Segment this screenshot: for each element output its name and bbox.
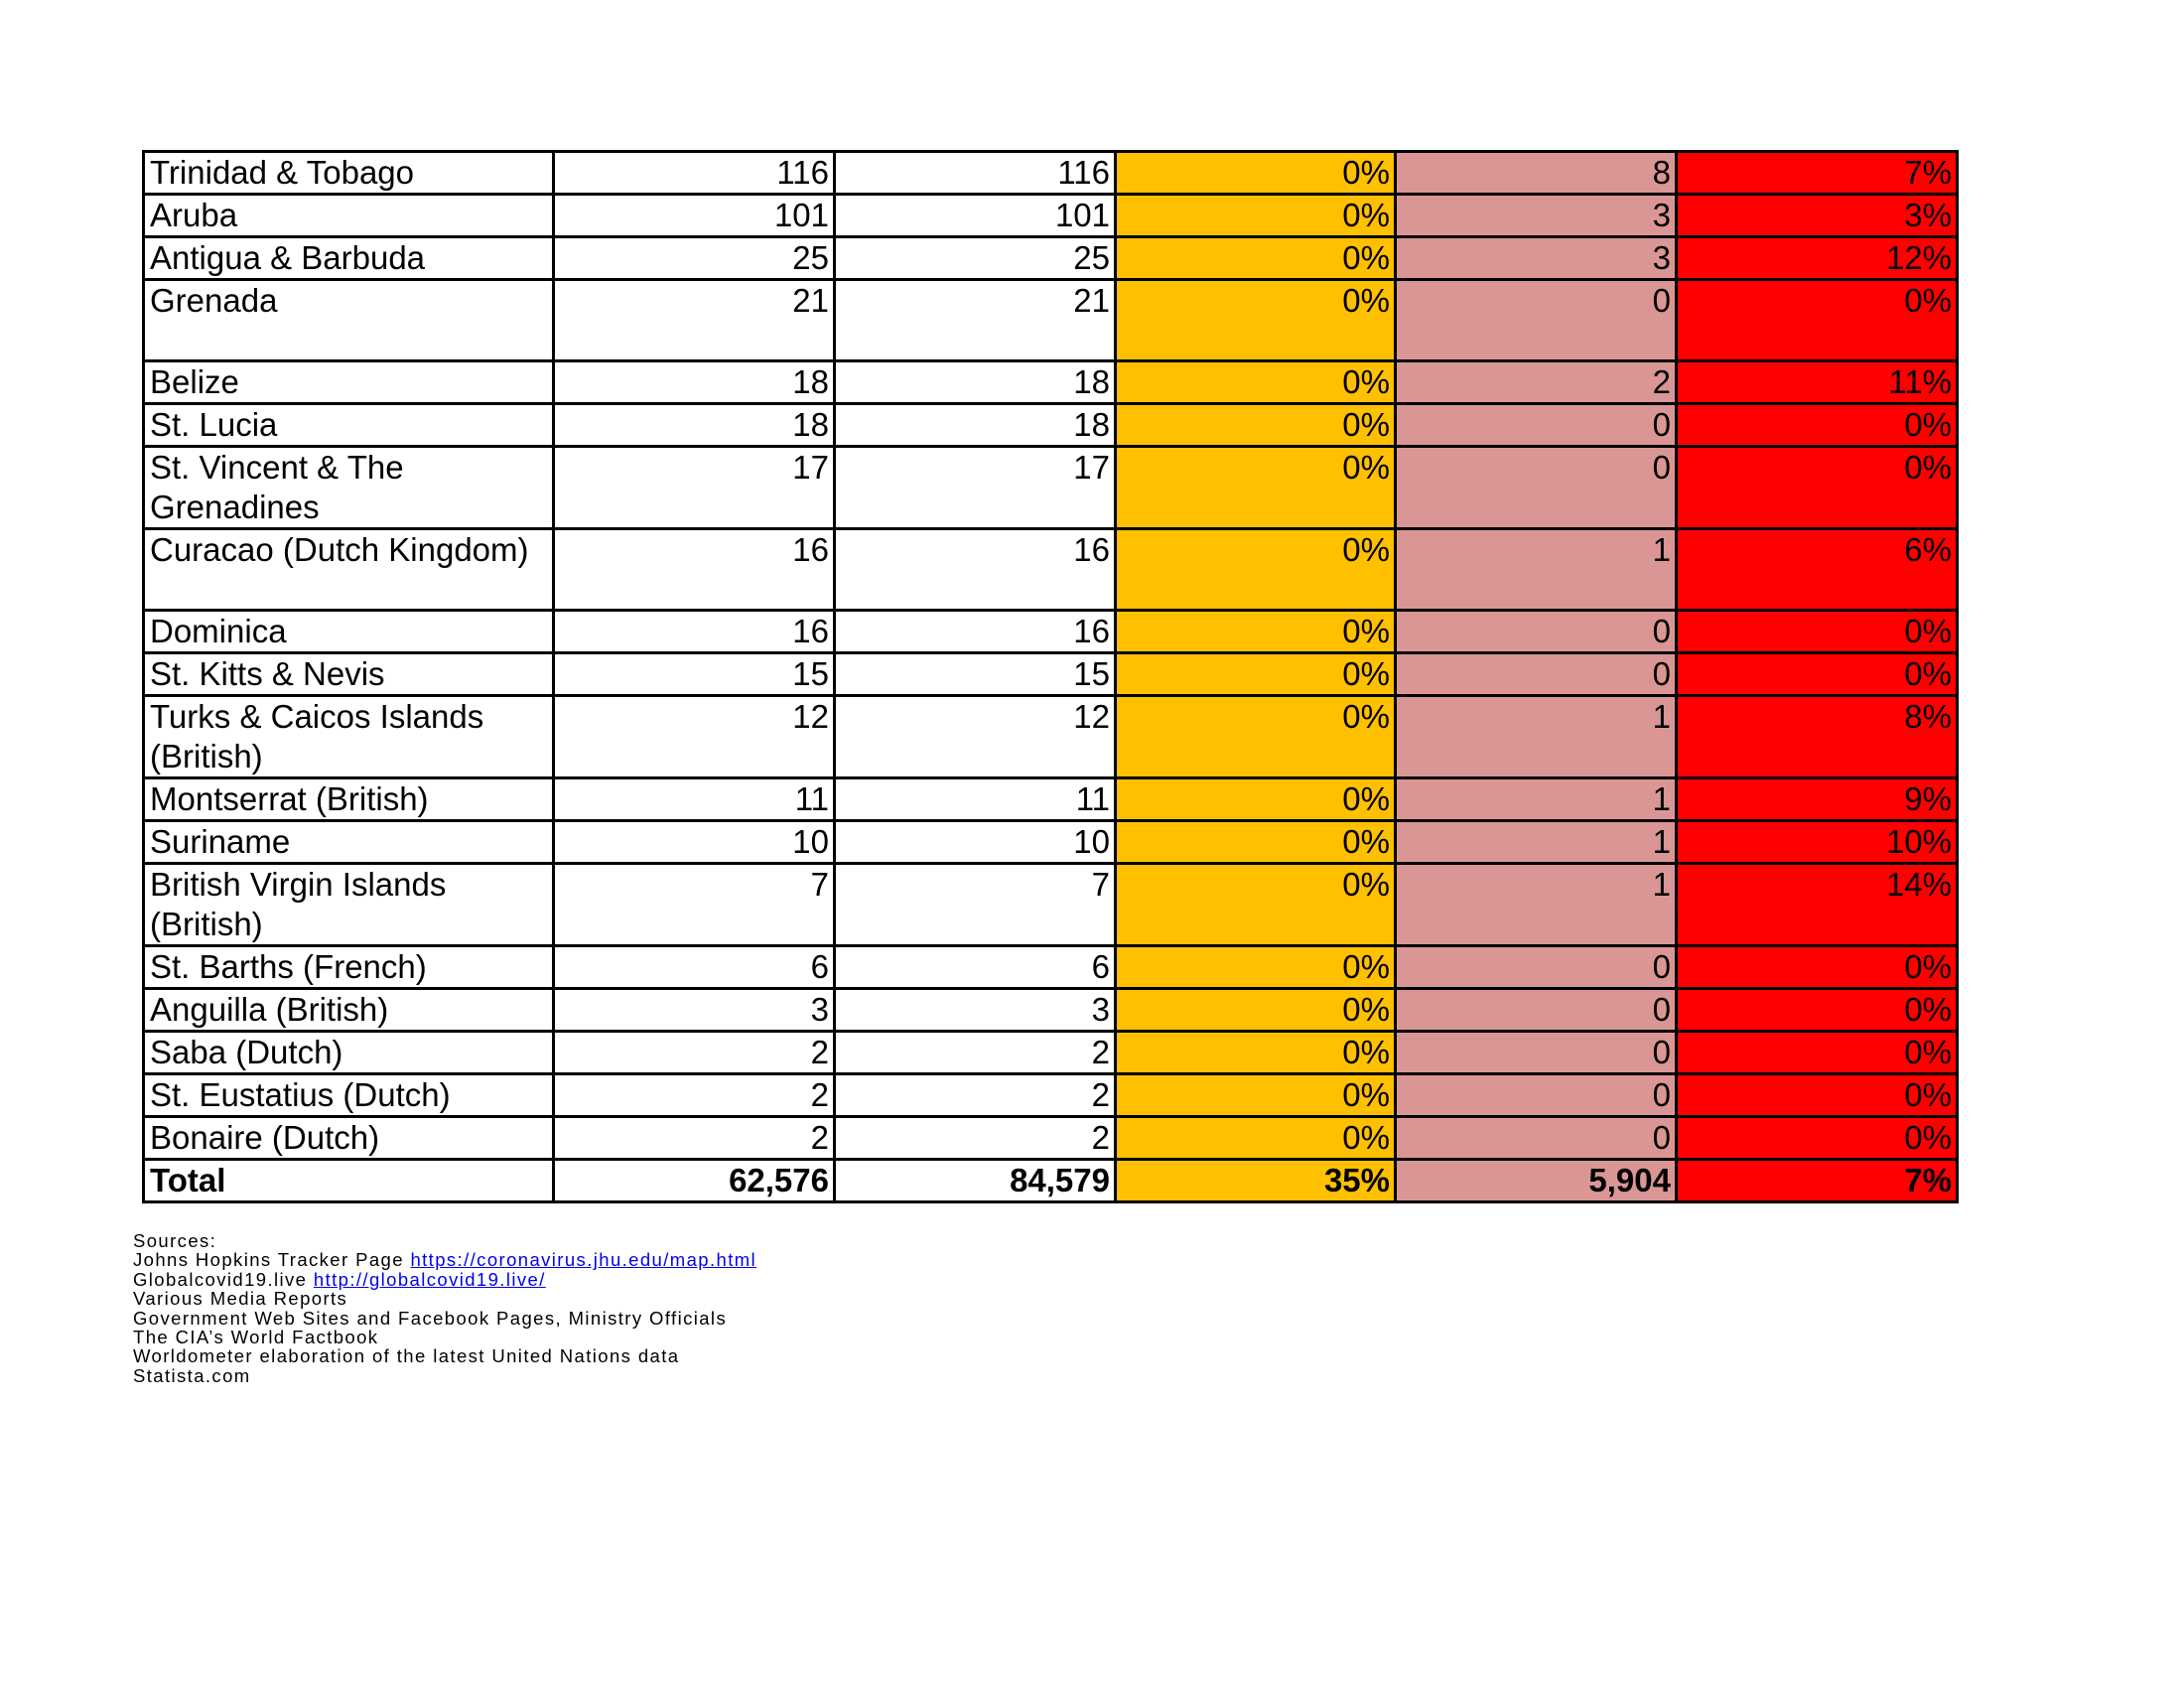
table-row <box>144 989 1958 1032</box>
value-col1-cell: 101 <box>554 195 835 237</box>
percent-col3-cell: 0% <box>1116 778 1396 821</box>
country-cell: Turks & Caicos Islands (British) <box>144 696 554 778</box>
value-col4-cell: 2 <box>1396 361 1677 404</box>
value-col2-cell: 2 <box>835 1117 1116 1160</box>
value-col2-cell: 3 <box>835 989 1116 1032</box>
source-media: Various Media Reports <box>133 1288 348 1310</box>
value-col2-cell: 15 <box>835 653 1116 696</box>
percent-col3-cell: 0% <box>1116 696 1396 778</box>
value-col1-cell: 17 <box>554 447 835 529</box>
country-cell: Antigua & Barbuda <box>144 237 554 280</box>
percent-col5-cell: 0% <box>1677 447 1958 529</box>
value-col1-cell: 18 <box>554 404 835 447</box>
value-col4-cell: 0 <box>1396 1032 1677 1074</box>
percent-col5-cell: 9% <box>1677 778 1958 821</box>
value-col1-cell: 6 <box>554 946 835 989</box>
value-col4-cell: 0 <box>1396 1117 1677 1160</box>
cases-table <box>142 150 1959 1203</box>
value-col2-cell: 18 <box>835 404 1116 447</box>
value-col4-cell: 0 <box>1396 989 1677 1032</box>
value-col2-cell: 11 <box>835 778 1116 821</box>
value-col4-cell: 3 <box>1396 195 1677 237</box>
table-row <box>144 1074 1958 1117</box>
percent-col3-cell: 0% <box>1116 989 1396 1032</box>
source-globalcovid-link[interactable]: http://globalcovid19.live/ <box>313 1268 546 1290</box>
percent-col5-cell: 12% <box>1677 237 1958 280</box>
value-col1-cell: 11 <box>554 778 835 821</box>
value-col2-cell: 17 <box>835 447 1116 529</box>
value-col4-cell: 1 <box>1396 778 1677 821</box>
country-cell: Curacao (Dutch Kingdom) <box>144 529 554 611</box>
percent-col3-cell: 0% <box>1116 152 1396 195</box>
value-col2-cell: 12 <box>835 696 1116 778</box>
percent-col5-cell: 7% <box>1677 152 1958 195</box>
country-cell: Anguilla (British) <box>144 989 554 1032</box>
value-col4-cell: 1 <box>1396 864 1677 946</box>
value-col1-cell: 2 <box>554 1074 835 1117</box>
percent-col5-cell: 0% <box>1677 1117 1958 1160</box>
value-col1-cell: 3 <box>554 989 835 1032</box>
table-row <box>144 653 1958 696</box>
table-row <box>144 152 1958 195</box>
country-cell: Bonaire (Dutch) <box>144 1117 554 1160</box>
percent-col3-cell: 0% <box>1116 1032 1396 1074</box>
country-cell: Aruba <box>144 195 554 237</box>
value-col4-cell: 0 <box>1396 611 1677 653</box>
table-row <box>144 447 1958 529</box>
percent-col3-cell: 0% <box>1116 195 1396 237</box>
value-col1-cell: 2 <box>554 1117 835 1160</box>
value-col2-cell: 10 <box>835 821 1116 864</box>
percent-col5-cell: 10% <box>1677 821 1958 864</box>
country-cell: St. Vincent & The Grenadines <box>144 447 554 529</box>
value-col1-cell: 16 <box>554 611 835 653</box>
percent-col3-cell: 35% <box>1116 1160 1396 1202</box>
country-cell: Saba (Dutch) <box>144 1032 554 1074</box>
country-cell: Montserrat (British) <box>144 778 554 821</box>
country-cell: Dominica <box>144 611 554 653</box>
percent-col5-cell: 0% <box>1677 1074 1958 1117</box>
table-row <box>144 529 1958 611</box>
table-row <box>144 696 1958 778</box>
value-col2-cell: 6 <box>835 946 1116 989</box>
percent-col3-cell: 0% <box>1116 361 1396 404</box>
table-row <box>144 611 1958 653</box>
value-col1-cell: 7 <box>554 864 835 946</box>
value-col2-cell: 116 <box>835 152 1116 195</box>
sources-heading: Sources: <box>133 1230 217 1251</box>
value-col4-cell: 3 <box>1396 237 1677 280</box>
country-cell: Trinidad & Tobago <box>144 152 554 195</box>
table-row <box>144 778 1958 821</box>
source-jhu-text: Johns Hopkins Tracker Page <box>133 1249 411 1271</box>
value-col2-cell: 21 <box>835 280 1116 361</box>
source-globalcovid-text: Globalcovid19.live <box>133 1268 314 1290</box>
sources-note <box>133 1231 756 1385</box>
country-cell: St. Barths (French) <box>144 946 554 989</box>
value-col1-cell: 18 <box>554 361 835 404</box>
table-row <box>144 237 1958 280</box>
value-col1-cell: 16 <box>554 529 835 611</box>
table-row <box>144 280 1958 361</box>
percent-col5-cell: 0% <box>1677 653 1958 696</box>
value-col4-cell: 0 <box>1396 280 1677 361</box>
percent-col3-cell: 0% <box>1116 280 1396 361</box>
percent-col3-cell: 0% <box>1116 1074 1396 1117</box>
country-cell: British Virgin Islands (British) <box>144 864 554 946</box>
percent-col3-cell: 0% <box>1116 653 1396 696</box>
value-col2-cell: 7 <box>835 864 1116 946</box>
value-col4-cell: 1 <box>1396 821 1677 864</box>
percent-col5-cell: 0% <box>1677 404 1958 447</box>
table-row <box>144 1117 1958 1160</box>
table-row <box>144 404 1958 447</box>
table-row <box>144 864 1958 946</box>
country-cell: St. Eustatius (Dutch) <box>144 1074 554 1117</box>
value-col2-cell: 16 <box>835 611 1116 653</box>
percent-col5-cell: 11% <box>1677 361 1958 404</box>
value-col1-cell: 21 <box>554 280 835 361</box>
value-col4-cell: 0 <box>1396 653 1677 696</box>
table-body <box>144 152 1958 1202</box>
value-col1-cell: 116 <box>554 152 835 195</box>
percent-col3-cell: 0% <box>1116 611 1396 653</box>
percent-col5-cell: 0% <box>1677 989 1958 1032</box>
value-col1-cell: 62,576 <box>554 1160 835 1202</box>
percent-col3-cell: 0% <box>1116 821 1396 864</box>
value-col1-cell: 25 <box>554 237 835 280</box>
value-col4-cell: 5,904 <box>1396 1160 1677 1202</box>
country-cell: Belize <box>144 361 554 404</box>
value-col2-cell: 16 <box>835 529 1116 611</box>
country-cell: Grenada <box>144 280 554 361</box>
source-worldometer: Worldometer elaboration of the latest United Nations data <box>133 1345 680 1367</box>
percent-col5-cell: 0% <box>1677 946 1958 989</box>
value-col1-cell: 10 <box>554 821 835 864</box>
source-government: Government Web Sites and Facebook Pages, Ministry Officials <box>133 1307 728 1329</box>
value-col1-cell: 15 <box>554 653 835 696</box>
percent-col5-cell: 8% <box>1677 696 1958 778</box>
percent-col3-cell: 0% <box>1116 946 1396 989</box>
percent-col3-cell: 0% <box>1116 529 1396 611</box>
value-col4-cell: 0 <box>1396 1074 1677 1117</box>
value-col4-cell: 0 <box>1396 447 1677 529</box>
source-cia: The CIA’s World Factbook <box>133 1327 379 1348</box>
percent-col5-cell: 6% <box>1677 529 1958 611</box>
value-col2-cell: 2 <box>835 1074 1116 1117</box>
country-cell: Suriname <box>144 821 554 864</box>
table-row <box>144 195 1958 237</box>
total-row <box>144 1160 1958 1202</box>
value-col4-cell: 1 <box>1396 696 1677 778</box>
value-col2-cell: 84,579 <box>835 1160 1116 1202</box>
source-jhu <box>133 1250 756 1269</box>
country-cell: St. Kitts & Nevis <box>144 653 554 696</box>
value-col2-cell: 101 <box>835 195 1116 237</box>
country-cell: Total <box>144 1160 554 1202</box>
value-col2-cell: 2 <box>835 1032 1116 1074</box>
value-col2-cell: 18 <box>835 361 1116 404</box>
table-row <box>144 821 1958 864</box>
percent-col5-cell: 0% <box>1677 1032 1958 1074</box>
value-col4-cell: 0 <box>1396 404 1677 447</box>
percent-col3-cell: 0% <box>1116 864 1396 946</box>
source-jhu-link[interactable]: https://coronavirus.jhu.edu/map.html <box>410 1249 757 1271</box>
value-col4-cell: 8 <box>1396 152 1677 195</box>
table-row <box>144 1032 1958 1074</box>
percent-col5-cell: 14% <box>1677 864 1958 946</box>
percent-col3-cell: 0% <box>1116 1117 1396 1160</box>
value-col1-cell: 12 <box>554 696 835 778</box>
value-col4-cell: 0 <box>1396 946 1677 989</box>
percent-col5-cell: 3% <box>1677 195 1958 237</box>
value-col1-cell: 2 <box>554 1032 835 1074</box>
percent-col3-cell: 0% <box>1116 447 1396 529</box>
source-statista: Statista.com <box>133 1364 251 1386</box>
percent-col3-cell: 0% <box>1116 404 1396 447</box>
source-globalcovid <box>133 1270 756 1289</box>
table-row <box>144 946 1958 989</box>
table-row <box>144 361 1958 404</box>
percent-col5-cell: 0% <box>1677 611 1958 653</box>
value-col2-cell: 25 <box>835 237 1116 280</box>
percent-col3-cell: 0% <box>1116 237 1396 280</box>
percent-col5-cell: 0% <box>1677 280 1958 361</box>
percent-col5-cell: 7% <box>1677 1160 1958 1202</box>
country-cell: St. Lucia <box>144 404 554 447</box>
value-col4-cell: 1 <box>1396 529 1677 611</box>
